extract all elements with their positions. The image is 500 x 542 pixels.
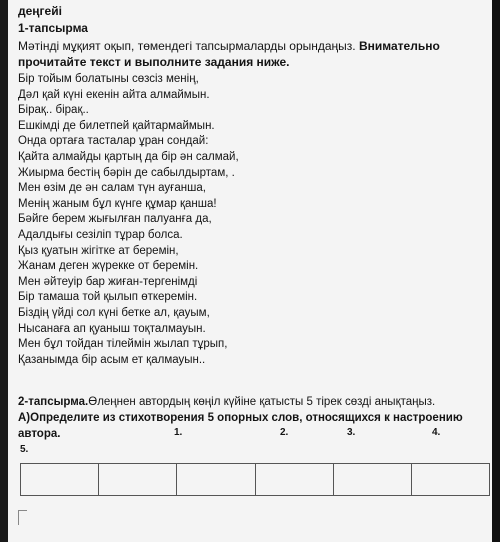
answer-cell[interactable] [21,464,99,495]
poem-line: Бір тамаша той қылып өткеремін. [18,291,198,304]
answer-cell[interactable] [412,464,489,495]
instruction-ru: Внимательно прочитайте текст и выполните задания ниже. [18,39,440,69]
poem-line: Қыз қуатын жігітке ат беремін, [18,244,179,257]
poem-line: Бір тойым болатыны сөзсіз менің, [18,73,199,85]
poem-line: Нысанаға ап қуаныш тоқталмауын. [18,322,206,335]
poem-line: Мен өзім де ән салам түн ауғанша, [18,182,206,195]
worksheet-page [8,0,492,542]
table-corner-mark [18,510,27,525]
poem-line: Ешкімді де билетпей қайтармаймын. [18,119,215,132]
answer-number-4: 4. [432,427,441,438]
instruction-kz: Мәтінді мұқият оқып, төмендегі тапсырмаларды орындаңыз. [18,39,359,53]
poem-line: Жиырма бестің бәрін де сабылдыртам, . [18,166,235,179]
poem-line: Қазанымда бір асым ет қалмауын.. [18,353,206,366]
answer-cell[interactable] [334,464,412,495]
answer-cell[interactable] [99,464,177,495]
poem-line: Қайта алмайды қартың да бір ән салмай, [18,150,239,163]
poem-line: Дәл қай күні екенін айта алмаймын. [18,88,210,101]
answer-number-1: 1. [174,427,183,438]
task2-text-ru: А)Определите из стихотворения 5 опорных слов, относящихся к настроению автора. [18,412,463,440]
poem-text [18,72,488,368]
poem-line: Адалдығы сезіліп тұрар болса. [18,228,183,241]
poem-line: Бәйге берем жығылған палуанға да, [18,213,212,226]
task1-instruction [18,38,484,70]
answer-number-3: 3. [347,427,356,438]
poem-line: Мен әйтеуір бар жиған-тергенімді [18,275,198,288]
answer-cell[interactable] [256,464,334,495]
poem-line: Менің жаным бұл күнге құмар қанша! [18,197,217,210]
answer-number-5: 5. [20,444,29,455]
answer-number-2: 2. [280,427,289,438]
level-heading: деңгейі [18,4,62,18]
task1-title: 1-тапсырма [18,21,88,35]
poem-line: Мен бұл тойдан тілеймін жылап тұрып, [18,338,228,351]
poem-line: Бірақ.. бірақ.. [18,104,89,117]
poem-line: Жанам деген жүрекке от беремін. [18,260,199,273]
poem-line: Біздің үйді сол күні бетке ал, қауым, [18,306,210,319]
task2-text [18,394,492,442]
answer-cell[interactable] [177,464,255,495]
dark-edge [492,0,500,542]
task2-label: 2-тапсырма. [18,396,89,408]
poem-line: Онда ортаға тасталар ұран сондай: [18,135,209,148]
answer-table [20,463,490,496]
task2-text-kz: Өлеңнен автордың көңіл күйіне қатысты 5 тірек сөзді анықтаңыз. [88,396,436,408]
